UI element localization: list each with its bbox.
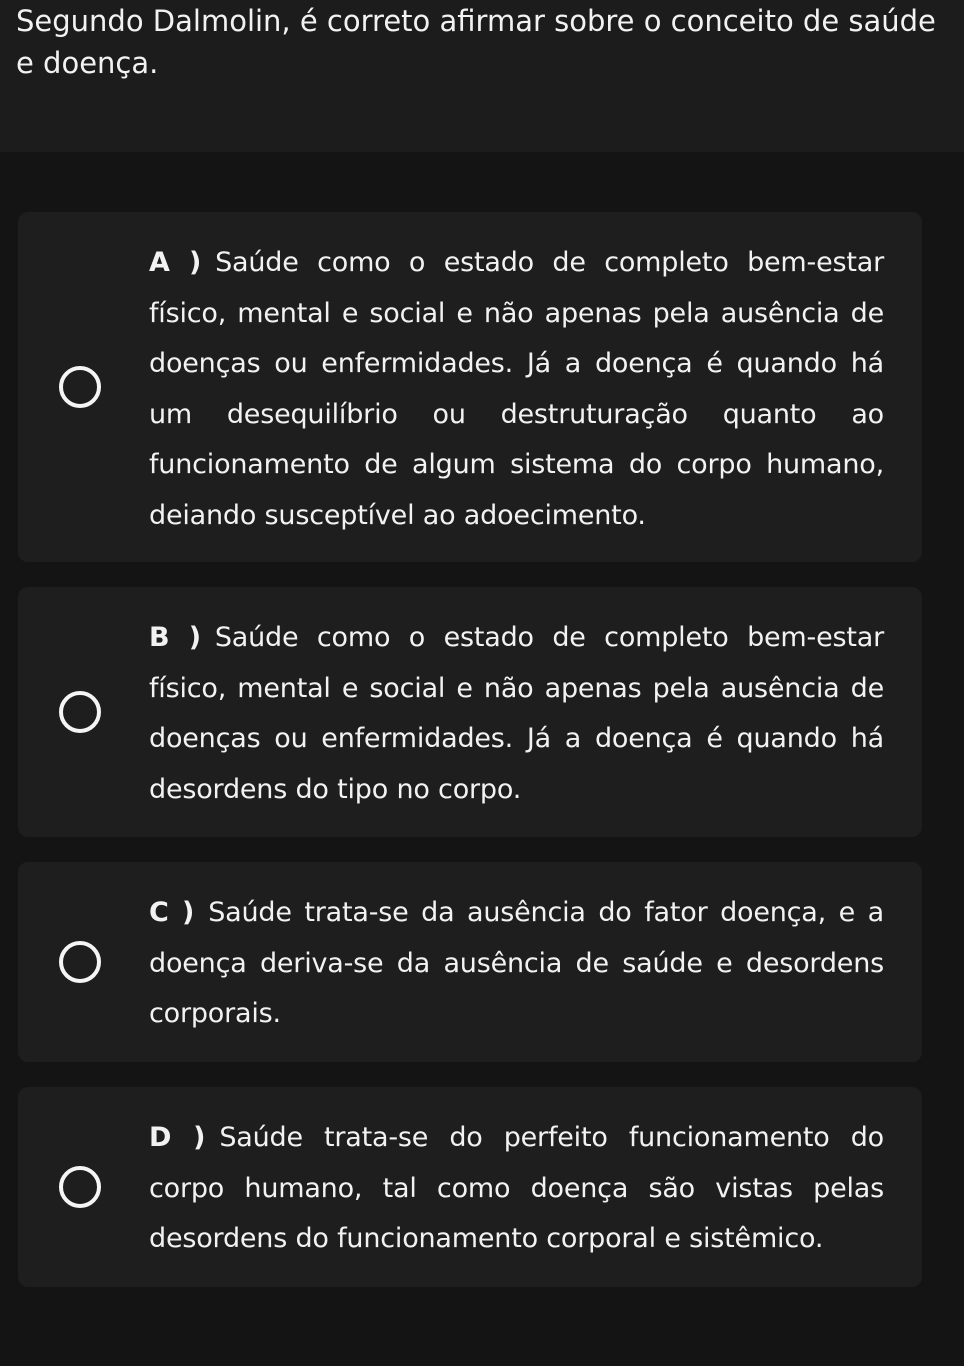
option-b-content <box>149 613 884 815</box>
option-a-text: Saúde como o estado de completo bem-estar físico, mental e social e não apenas pela ausência de doenças ou enfermidades. Já a doença é quando há um desequilíbrio ou destruturação quanto ao funcionamento de algum sistema do corpo humano, deiando susceptível ao adoecimento. <box>149 247 884 531</box>
answer-options <box>18 212 922 1312</box>
option-b-letter: B ) <box>149 622 201 653</box>
option-a[interactable] <box>18 212 922 562</box>
radio-unchecked-icon[interactable] <box>59 1166 101 1208</box>
option-a-content <box>149 238 884 541</box>
radio-unchecked-icon[interactable] <box>59 366 101 408</box>
option-d-text: Saúde trata-se do perfeito funcionamento do corpo humano, tal como doença são vistas pelas desordens do funcionamento corporal e sistêmico. <box>149 1122 884 1254</box>
radio-unchecked-icon[interactable] <box>59 941 101 983</box>
radio-unchecked-icon[interactable] <box>59 691 101 733</box>
option-d-letter: D ) <box>149 1122 206 1153</box>
question-text: Segundo Dalmolin, é correto afirmar sobre o conceito de saúde e doença. <box>16 4 936 80</box>
option-b-text: Saúde como o estado de completo bem-estar físico, mental e social e não apenas pela ausência de doenças ou enfermidades. Já a doença é quando há desordens do tipo no corpo. <box>149 622 884 805</box>
question-header <box>0 0 964 152</box>
option-c[interactable] <box>18 862 922 1062</box>
option-c-content <box>149 888 884 1040</box>
option-b[interactable] <box>18 587 922 837</box>
option-c-text: Saúde trata-se da ausência do fator doença, e a doença deriva-se da ausência de saúde e desordens corporais. <box>149 897 884 1029</box>
option-c-letter: C ) <box>149 897 195 928</box>
option-d-content <box>149 1113 884 1265</box>
option-d[interactable] <box>18 1087 922 1287</box>
option-a-letter: A ) <box>149 247 202 278</box>
